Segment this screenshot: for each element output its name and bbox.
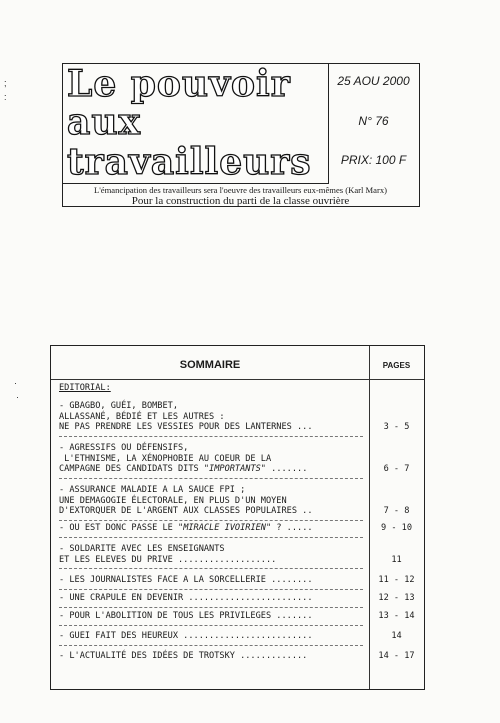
toc-header-divider [51,379,424,380]
toc-entry-line: ET LES ELEVES DU PRIVE ................... [59,554,277,565]
toc-entry-line: L'ETHNISME, LA XÉNOPHOBIE AU COEUR DE LA [59,453,272,464]
toc-entry-line: UNE DEMAGOGIE ÉLECTORALE, EN PLUS D'UN MOYEN [59,495,287,506]
toc-entry [59,401,363,433]
issue-number: N° 76 [358,114,389,128]
toc-editorial-label: EDITORIAL: [59,383,111,393]
toc-entry-pages: 12 - 13 [378,593,415,603]
toc-entry [59,544,363,565]
toc-entry-line: - ASSURANCE MALADIE A LA SAUCE FPI ; [59,485,246,495]
toc-entry-line: NE PAS PRENDRE LES VESSIES POUR DES LANTERNES ... [59,422,313,432]
scan-mark: ; [4,78,7,88]
toc-entry-pages: 11 [391,554,402,565]
masthead-title-box [63,64,329,184]
toc-entry-separator [59,645,363,646]
toc-entry-separator [59,607,363,608]
scan-mark: · [16,392,19,402]
toc-entry-separator [59,436,363,437]
toc-entry-line: ALLASSANÉ, BÉDIÉ ET LES AUTRES : [59,411,225,422]
toc-entry-pages: 7 - 8 [383,506,410,516]
toc-entry-line: - OU EST DONC PASSE LE "MIRACLE IVOIRIEN" ? ..... [59,523,313,533]
toc-entry [59,631,363,642]
masthead-subtitle: Pour la construction du parti de la classe ouvrière [131,195,350,207]
masthead [62,63,420,207]
toc-entry-line: CAMPAGNE DES CANDIDATS DITS "IMPORTANTS" ....... [59,464,308,474]
masthead-title-line3: travailleurs [67,141,312,183]
toc-entry-separator [59,520,363,521]
toc-entry [59,611,363,622]
table-of-contents [50,345,425,690]
scan-mark: · [14,378,17,388]
scan-mark: : [4,92,7,102]
toc-entry-line: - GBAGBO, GUÉI, BOMBET, [59,401,178,411]
masthead-info-box [329,64,418,184]
masthead-quote: L'émancipation des travailleurs sera l'oeuvre des travailleurs eux-mêmes (Karl Marx) [93,185,388,195]
toc-entry-pages: 14 [391,631,402,641]
toc-entry-line: - GUEI FAIT DES HEUREUX ......................... [59,631,313,641]
toc-entry-pages: 9 - 10 [380,523,413,533]
toc-entry-line: - LES JOURNALISTES FACE A LA SORCELLERIE ........ [59,575,313,585]
toc-entry-separator [59,478,363,479]
toc-entry-separator [59,568,363,569]
toc-entry-pages: 11 - 12 [378,575,415,585]
masthead-title-line2: aux [67,101,141,143]
toc-entry [59,443,363,475]
toc-title: SOMMAIRE [179,359,241,371]
toc-entry [59,575,363,586]
toc-entry-line: - POUR L'ABOLITION DE TOUS LES PRIVILEGES ....... [59,611,313,621]
toc-entry-separator [59,625,363,626]
toc-entry-separator [59,589,363,590]
toc-entry-line: - SOLDARITE AVEC LES ENSEIGNANTS [59,544,225,554]
issue-price: PRIX: 100 F [340,153,407,167]
toc-entry [59,485,363,517]
issue-date: 25 AOU 2000 [337,74,410,88]
toc-entry [59,593,363,604]
toc-entry-separator [59,537,363,538]
toc-entry-line: - AGRESSIFS OU DÉFENSIFS, [59,443,189,453]
toc-entry-pages: 13 - 14 [378,611,415,621]
masthead-title-line1: Le pouvoir [67,63,291,105]
toc-entry-pages: 3 - 5 [383,422,410,432]
toc-entry-line: D'EXTORQUER DE L'ARGENT AUX CLASSES POPULAIRES .. [59,506,313,516]
toc-entry-pages: 6 - 7 [383,464,410,474]
toc-pages-header: PAGES [382,361,411,370]
toc-entry-line: - L'ACTUALITÉ DES IDÉES DE TROTSKY ............. [59,651,308,661]
toc-entry [59,523,363,534]
toc-entry-pages: 14 - 17 [378,651,415,661]
toc-entry-line: - UNE CRAPULE EN DEVENIR ........................ [59,593,313,603]
toc-entry [59,651,363,662]
